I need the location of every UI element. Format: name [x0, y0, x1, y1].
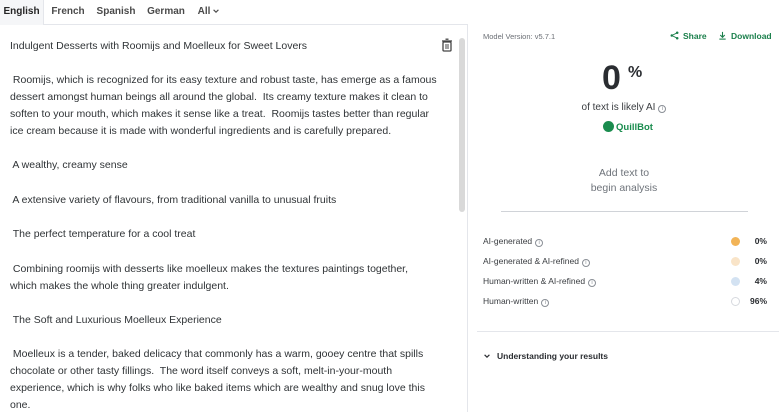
category-dot [731, 277, 740, 286]
understanding-results-toggle[interactable] [483, 351, 608, 361]
tab-all-label: All [197, 6, 211, 17]
editor-line: The perfect temperature for a cool treat [10, 228, 196, 240]
category-label: Human-written [483, 296, 539, 306]
editor-line: A wealthy, creamy sense [10, 159, 128, 171]
editor-line: Moelleux is a tender, baked delicacy that commonly has a warm, gooey centre that spills [10, 348, 424, 360]
language-tabs [0, 0, 468, 25]
share-icon [670, 31, 679, 40]
chevron-down-icon [483, 352, 491, 360]
editor-line: dessert amongst human beings all around the global. Its creamy texture makes it clean to [10, 91, 428, 103]
editor-line: chocolate or other tasty fillings. The word itself conveys a soft, melt-in-your-mouth [10, 365, 393, 377]
editor-line: one. [10, 399, 31, 411]
category-dot [731, 237, 740, 246]
tab-english[interactable]: English [0, 0, 44, 25]
quillbot-logo [603, 121, 653, 133]
category-dot [731, 297, 740, 306]
score-caption [469, 102, 779, 113]
divider [501, 211, 748, 212]
editor-line: Roomijs, which is recognized for its easy texture and robust taste, has emerge as a famous [10, 74, 437, 86]
category-percent: 0% [754, 236, 767, 246]
info-icon[interactable]: i [535, 239, 543, 247]
info-icon[interactable]: i [658, 105, 666, 113]
editor-scrollbar[interactable] [459, 38, 465, 212]
info-icon[interactable]: i [588, 279, 596, 287]
category-percent: 4% [754, 276, 767, 286]
score-caption-text: of text is likely AI [581, 102, 656, 113]
tab-all[interactable] [194, 0, 224, 25]
share-label: Share [683, 31, 707, 41]
text-editor[interactable] [0, 26, 458, 412]
tab-spanish[interactable]: Spanish [96, 6, 136, 17]
prompt-line: begin analysis [590, 182, 658, 194]
category-row [483, 294, 767, 309]
chevron-down-icon [212, 7, 220, 15]
ai-score-value: 0 [602, 59, 621, 97]
category-label: AI-generated [483, 236, 533, 246]
category-row [483, 254, 767, 269]
tab-french[interactable]: French [51, 6, 85, 17]
tab-german[interactable]: German [147, 6, 185, 17]
editor-line: ice cream because it is made with wonderful ingredients and is carefully prepared. [10, 125, 392, 137]
editor-line: A extensive variety of flavours, from traditional vanilla to unusual fruits [10, 194, 337, 206]
empty-state-prompt [469, 166, 779, 196]
divider [477, 331, 779, 332]
download-button[interactable] [718, 31, 772, 41]
quillbot-logo-icon [603, 121, 614, 132]
editor-line: Combining roomijs with desserts like moelleux makes the textures paintings together, [10, 263, 409, 275]
brand-name: QuillBot [616, 122, 653, 133]
category-label: Human-written & AI-refined [483, 276, 586, 286]
editor-line: which makes the whole thing greater indulgent. [10, 280, 229, 292]
editor-line: experience, which is why folks who like baked items which are wealthy and snug love this [10, 382, 425, 394]
category-row [483, 234, 767, 249]
info-icon[interactable]: i [541, 299, 549, 307]
prompt-line: Add text to [598, 167, 650, 179]
editor-line: The Soft and Luxurious Moelleux Experience [10, 314, 222, 326]
info-icon[interactable]: i [582, 259, 590, 267]
category-dot [731, 257, 740, 266]
understanding-label: Understanding your results [497, 351, 608, 361]
ai-score-unit: % [628, 64, 643, 81]
share-button[interactable] [670, 31, 707, 41]
editor-line: soften to your mouth, which makes it sense like a treat. Roomijs tastes better than regular [10, 108, 430, 120]
category-row [483, 274, 767, 289]
download-icon [718, 31, 727, 40]
model-version: Model Version: v5.7.1 [483, 32, 556, 41]
category-label: AI-generated & AI-refined [483, 256, 579, 266]
download-label: Download [731, 31, 772, 41]
document-title: Indulgent Desserts with Roomijs and Moelleux for Sweet Lovers [10, 40, 308, 52]
category-percent: 96% [749, 296, 767, 306]
category-percent: 0% [754, 256, 767, 266]
analysis-panel [469, 0, 779, 412]
